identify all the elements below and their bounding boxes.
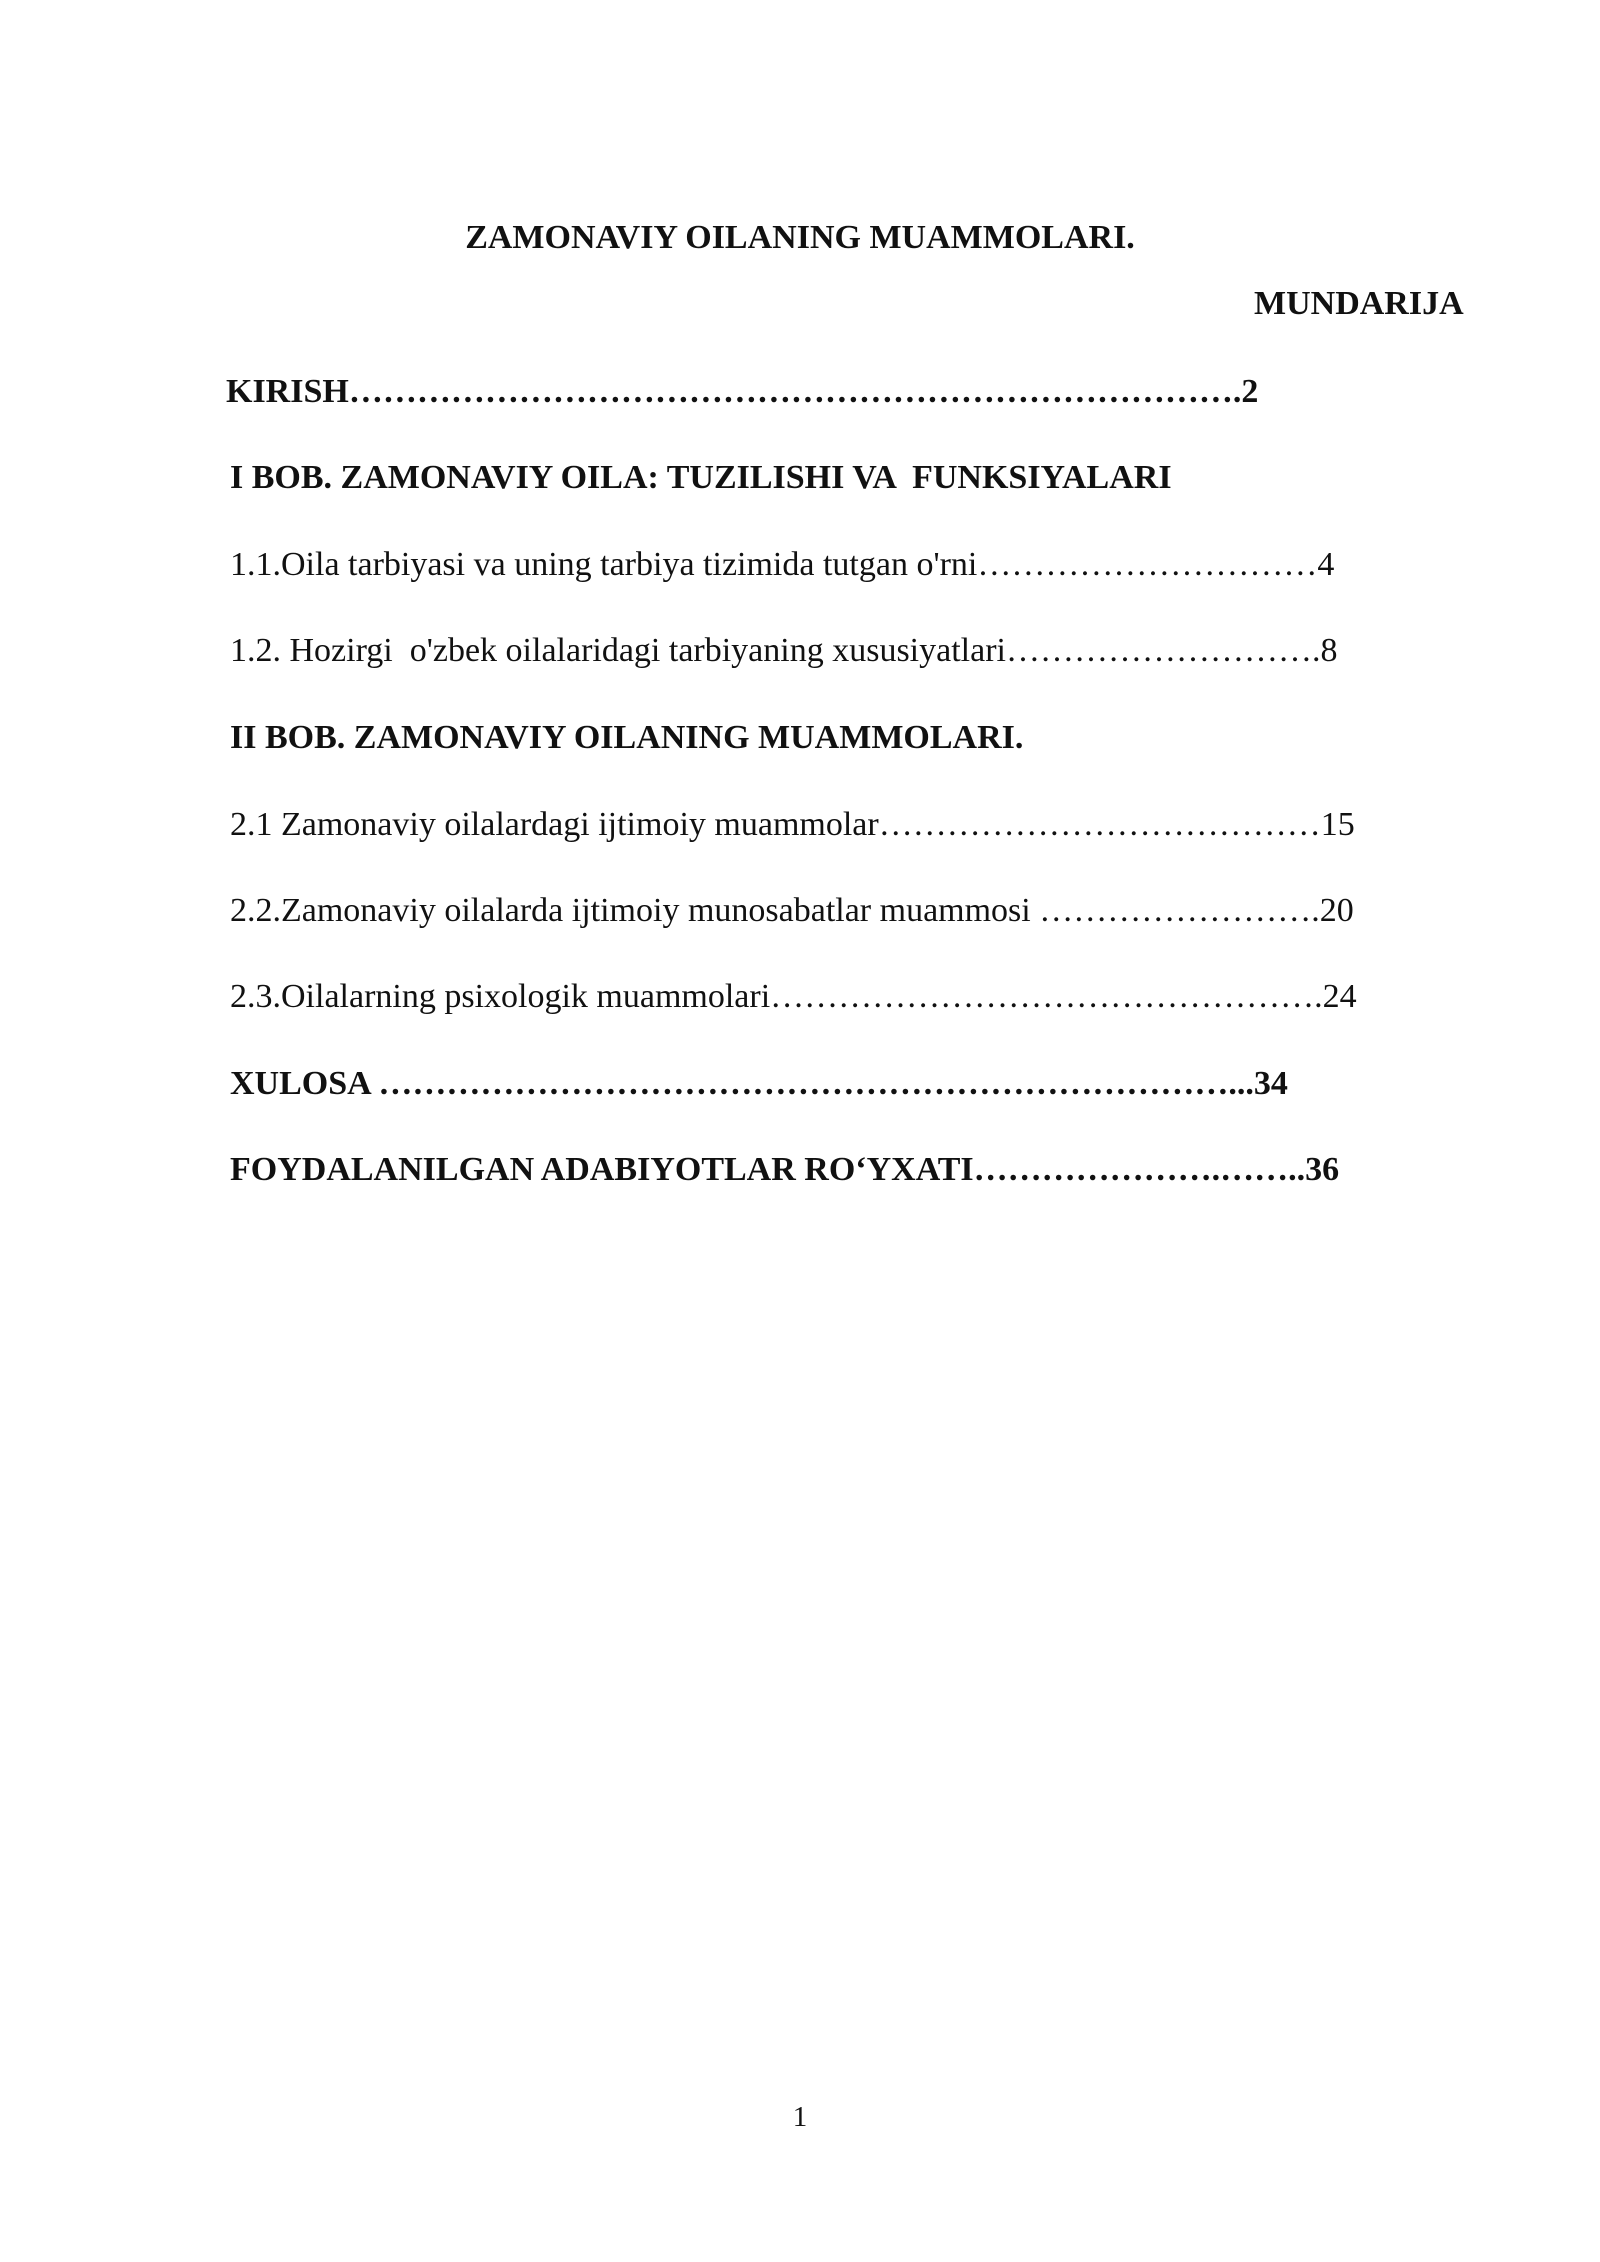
toc-section-2-2: 2.2.Zamonaviy oilalarda ijtimoiy munosabatlar muammosi …………………….20 xyxy=(230,892,1354,929)
toc-chapter-1: I BOB. ZAMONAVIY OILA: TUZILISHI VA FUNKSIYALARI xyxy=(230,459,1172,496)
toc-heading: MUNDARIJA xyxy=(1254,285,1464,322)
toc-entry-xulosa: XULOSA …………………………………………………………………...34 xyxy=(230,1065,1288,1102)
toc-entry-kirish: KIRISH…………………………………………………………………….2 xyxy=(226,373,1259,410)
toc-section-1-1: 1.1.Oila tarbiyasi va uning tarbiya tizimida tutgan o'rni…………………………4 xyxy=(230,546,1335,583)
toc-chapter-2: II BOB. ZAMONAVIY OILANING MUAMMOLARI. xyxy=(230,719,1024,756)
toc-section-2-3: 2.3.Oilalarning psixologik muammolari………………………………………….24 xyxy=(230,978,1357,1015)
toc-section-2-1: 2.1 Zamonaviy oilalardagi ijtimoiy muammolar…………………………………15 xyxy=(230,806,1355,843)
document-title: ZAMONAVIY OILANING MUAMMOLARI. xyxy=(465,219,1135,256)
page-number: 1 xyxy=(792,2101,808,2133)
toc-section-1-2: 1.2. Hozirgi o'zbek oilalaridagi tarbiyaning xususiyatlari……………………….8 xyxy=(230,632,1338,669)
toc-entry-bibliography: FOYDALANILGAN ADABIYOTLAR RO‘YXATI………………….……..36 xyxy=(230,1151,1340,1188)
